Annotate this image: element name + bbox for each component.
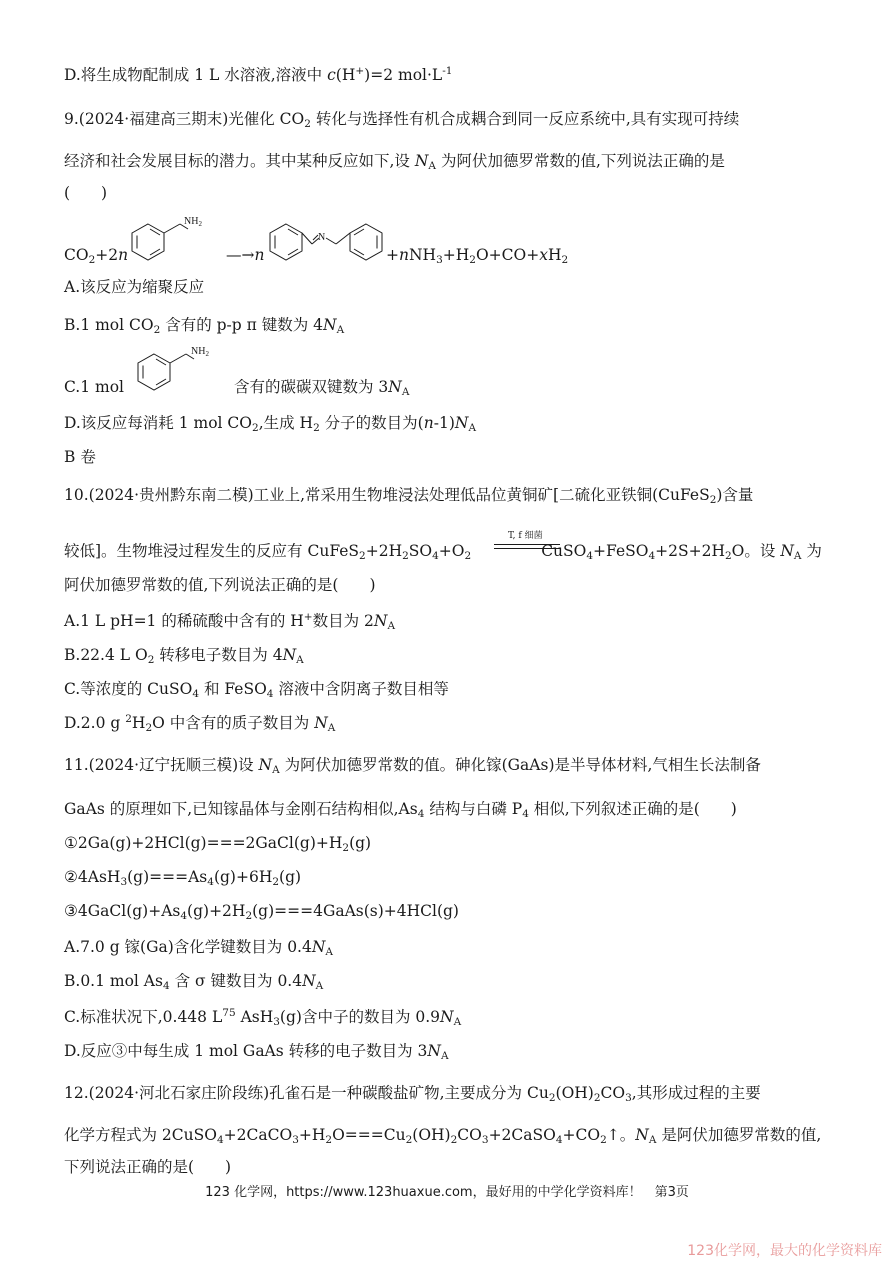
q11-reaction-1: $①2Ga(g)+2HCl(g)===2GaCl(g)+H_2(g)$ (64, 834, 372, 854)
q9-option-b: B.1 mol $CO_2$ 含有的 p-p π 键数为 $4N_A$ (64, 316, 345, 336)
nh2-label-c: $NH_2$ (191, 346, 209, 358)
q11-option-b: B.0.1 mol $As_4$ 含 σ 键数目为 $0.4N_A$ (64, 972, 324, 992)
q10-option-a: A.1 L pH=1 的稀硫酸中含有的 H+数目为 $2N_A$ (64, 611, 396, 632)
q11-option-a: A.7.0 g 镓(Ga)含化学键数目为 $0.4N_A$ (64, 938, 333, 958)
q10-stem-line2: 较低]。生物堆浸过程发生的反应有 $CuFeS_2+2H_2SO_4+O_2$ $CuSO_4+FeSO_4+2S+2H_2O$。设 $N_A$ 为 (64, 542, 822, 562)
benzylamine-structure (128, 214, 218, 266)
reaction-arrow-bottom (494, 548, 560, 549)
n-atom-label: N (318, 232, 326, 243)
q9-option-c: C.1 mol (64, 378, 125, 396)
q9-equation-right: $+nNH_3+H_2O+CO+xH_2$ (386, 246, 569, 266)
q11-stem-line1: 11.(2024·辽宁抚顺三模)设 $N_A$ 为阿伏加德罗常数的值。砷化镓(GaAs)是半导体材料,气相生长法制备 (64, 756, 761, 776)
q9-option-c-text: 含有的碳碳双键数为 $3N_A$ (234, 378, 410, 398)
q9-stem-line1: 9.(2024·福建高三期末)光催化 $CO_2$ 转化与选择性有机合成耦合到同一反应系统中,具有实现可持续 (64, 110, 740, 130)
reaction-condition: T, f 细菌 (508, 531, 543, 541)
q10-option-c: C.等浓度的 CuSO$_4$ 和 FeSO$_4$ 溶液中含阴离子数目相等 (64, 680, 449, 700)
q10-option-d: D.2.0 g $^2H_2O$ 中含有的质子数目为 $N_A$ (64, 713, 336, 734)
q9-arrow: —→n (226, 246, 265, 264)
q11-reaction-2: $②4AsH_3(g)===As_4(g)+6H_2(g)$ (64, 868, 302, 888)
q8-option-d: D.将生成物配制成 1 L 水溶液,溶液中 c(H+)=2 $mol\cdot L^{-1}$ (64, 65, 453, 84)
q12-stem-line3: 下列说法正确的是( ) (64, 1158, 232, 1176)
q12-stem-line2: 化学方程式为 $2CuSO_4+2CaCO_3+H_2O===Cu_2(OH)_2CO_3+2CaSO_4+CO_2↑$。$N_A$ 是阿伏加德罗常数的值, (64, 1126, 822, 1146)
nh2-label: $NH_2$ (184, 216, 202, 228)
q11-reaction-3: $③4GaCl(g)+As_4(g)+2H_2(g)===4GaAs(s)+4HCl(g)$ (64, 902, 459, 922)
q9-equation-left: $CO_2+2n$ (64, 246, 129, 266)
q9-option-d: D.该反应每消耗 1 mol $CO_2$,生成 $H_2$ 分子的数目为$(n-1)N_A$ (64, 414, 477, 434)
reaction-arrow-top (494, 544, 560, 545)
q10-stem-line3: 阿伏加德罗常数的值,下列说法正确的是( ) (64, 576, 376, 594)
imine-product-structure (266, 214, 390, 266)
q11-option-d: D.反应③中每生成 1 mol GaAs 转移的电子数目为 $3N_A$ (64, 1042, 449, 1062)
section-b-heading: B 卷 (64, 448, 96, 466)
q9-stem-line2: 经济和社会发展目标的潜力。其中某种反应如下,设 $N_A$ 为阿伏加德罗常数的值,下列说法正确的是 (64, 152, 725, 172)
benzylamine-structure-option-c (134, 344, 224, 396)
q12-stem-line1: 12.(2024·河北石家庄阶段练)孔雀石是一种碳酸盐矿物,主要成分为 $Cu_2(OH)_2CO_3$,其形成过程的主要 (64, 1084, 761, 1104)
watermark: 123化学网，最大的化学资料库 (687, 1243, 882, 1259)
q10-option-b: B.22.4 L $O_2$ 转移电子数目为 $4N_A$ (64, 646, 304, 666)
page-footer: 123 化学网，https://www.123huaxue.com，最好用的中学化学资料库！ 第3页 (205, 1185, 689, 1200)
q9-answer-bracket: ( ) (64, 184, 108, 202)
q11-stem-line2: GaAs 的原理如下,已知镓晶体与金刚石结构相似$,As_4$ 结构与白磷 $P_4$ 相似,下列叙述正确的是( ) (64, 800, 737, 820)
q10-stem-line1: 10.(2024·贵州黔东南二模)工业上,常采用生物堆浸法处理低品位黄铜矿[二硫化亚铁铜(CuFeS$_2$)含量 (64, 486, 754, 506)
q9-option-a: A.该反应为缩聚反应 (64, 278, 205, 296)
q11-option-c: C.标准状况下,0.448 $L^{75}$ AsH$_3$(g)含中子的数目为 $0.9N_A$ (64, 1007, 462, 1028)
